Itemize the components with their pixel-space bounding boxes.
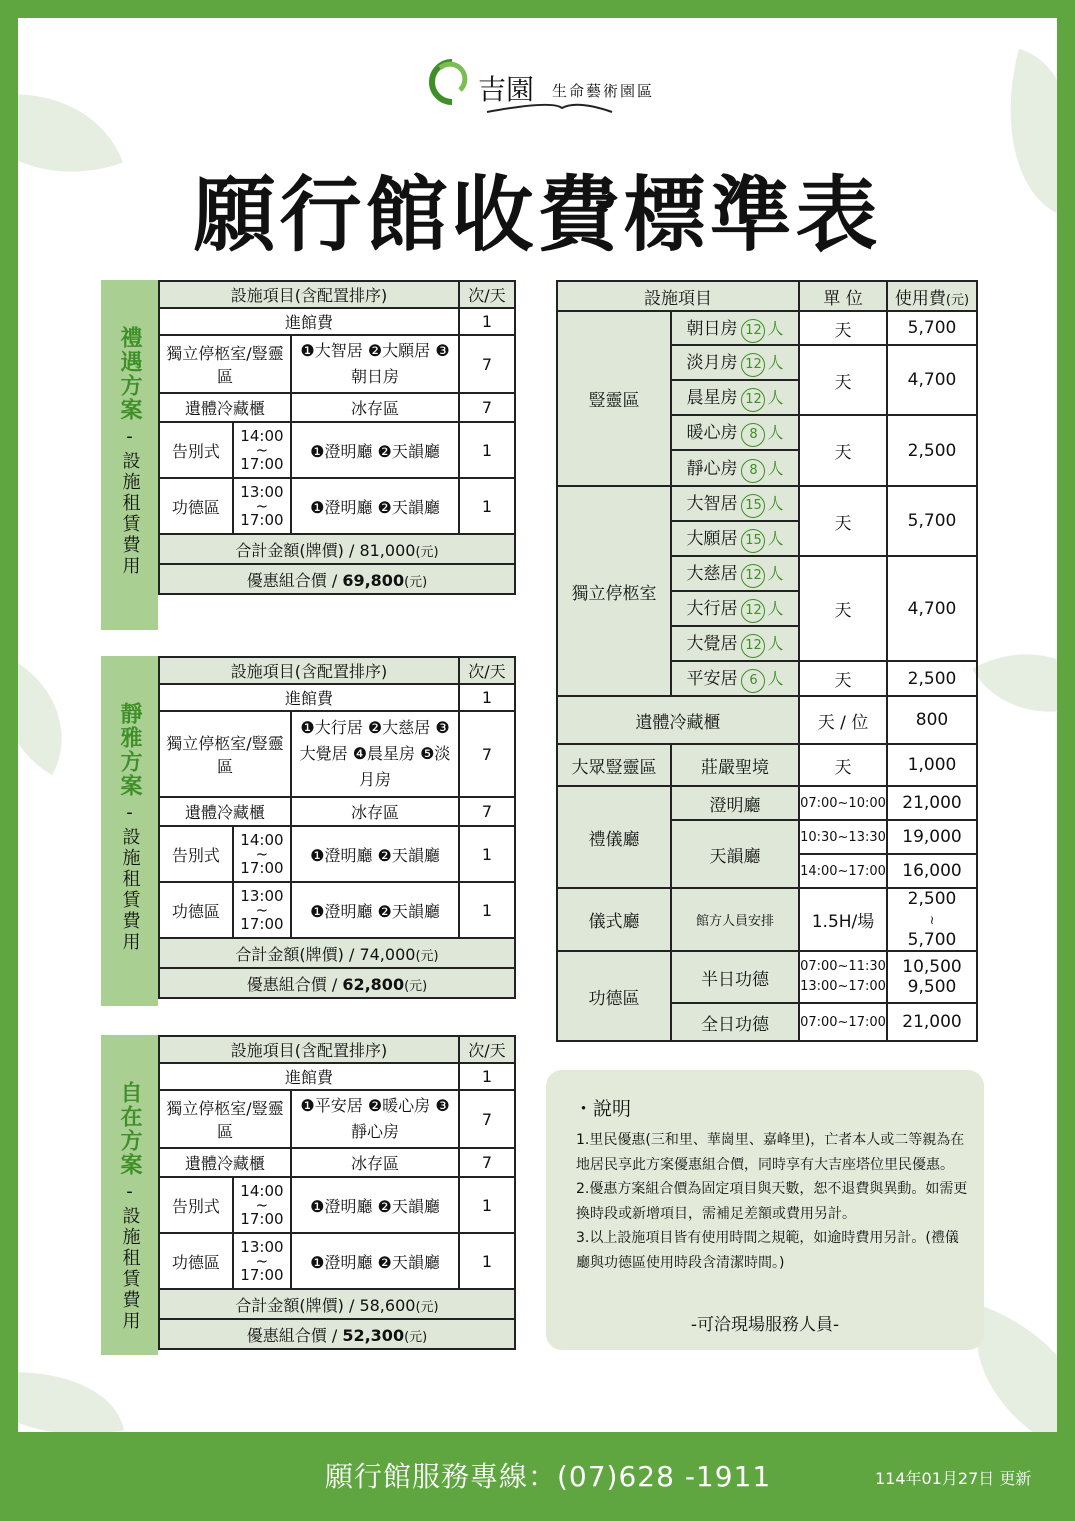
entry-fee-count: 1 xyxy=(459,684,515,711)
cold-label: 遺體冷藏櫃 xyxy=(557,696,799,744)
room-name: 大覺居 xyxy=(686,634,738,654)
farewell-time: 14:00 ~ 17:00 xyxy=(233,826,291,882)
capacity-unit: 人 xyxy=(767,529,784,548)
capacity-unit: 人 xyxy=(767,494,784,513)
discount-price: 優惠組合價 / 62,800(元) xyxy=(159,968,515,998)
discount-price: 優惠組合價 / 52,300(元) xyxy=(159,1319,515,1349)
capacity-badge: 12 xyxy=(741,388,765,412)
room-cell xyxy=(671,415,799,450)
time-slot: 07:00~10:00 xyxy=(799,786,887,820)
park-name: 生命藝術園區 xyxy=(552,82,655,100)
leaf-decoration xyxy=(18,661,92,775)
capacity-unit: 人 xyxy=(767,353,784,372)
capacity-unit: 人 xyxy=(767,423,784,442)
room-cell xyxy=(671,591,799,626)
farewell-halls: ❶澄明廳 ❷天韻廳 xyxy=(291,826,459,882)
capacity-badge: 12 xyxy=(741,564,765,588)
fee-header-item: 設施項目 xyxy=(557,281,799,311)
capacity-unit: 人 xyxy=(767,634,784,653)
capacity-badge: 12 xyxy=(741,634,765,658)
cold-count: 7 xyxy=(459,797,515,826)
capacity-badge: 8 xyxy=(741,423,765,447)
rite-arrange: 館方人員安排 xyxy=(671,888,799,951)
capacity-badge: 8 xyxy=(741,459,765,483)
hall-name: 天韻廳 xyxy=(671,820,799,888)
full-fee: 21,000 xyxy=(887,1003,977,1041)
time-slot: 10:30~13:30 xyxy=(799,820,887,854)
room-name: 暖心房 xyxy=(686,423,738,443)
capacity-badge: 12 xyxy=(741,599,765,623)
merit-time: 13:00 ~ 17:00 xyxy=(233,1233,291,1289)
price-cell: 2,500 xyxy=(887,661,977,696)
plan-subtitle: 設施租賃費用 xyxy=(119,451,141,577)
notes-footer: -可洽現場服務人員- xyxy=(690,1315,840,1335)
entry-fee-label: 進館費 xyxy=(159,308,459,335)
leaf-decoration xyxy=(18,1351,124,1432)
room-name: 淡月房 xyxy=(686,353,738,373)
room-cell xyxy=(671,521,799,556)
private-room-count: 7 xyxy=(459,335,515,393)
room-name: 大智居 xyxy=(686,494,738,514)
rite-fee: 2,500 ≀ 5,700 xyxy=(887,888,977,951)
leaf-decoration xyxy=(972,619,1057,747)
room-name: 平安居 xyxy=(686,669,738,689)
plan-block xyxy=(101,656,516,1006)
brand-name: 吉園 xyxy=(478,73,535,106)
merit-count: 1 xyxy=(459,478,515,534)
merit-halls: ❶澄明廳 ❷天韻廳 xyxy=(291,1233,459,1289)
half-fees: 10,500 9,500 xyxy=(887,951,977,1003)
farewell-label: 告別式 xyxy=(159,1177,233,1233)
capacity-unit: 人 xyxy=(767,599,784,618)
col-item-header: 設施項目(含配置排序) xyxy=(159,281,459,308)
unit-cell: 天 xyxy=(799,345,887,415)
farewell-halls: ❶澄明廳 ❷天韻廳 xyxy=(291,422,459,478)
private-room-count: 7 xyxy=(459,711,515,797)
col-item-header: 設施項目(含配置排序) xyxy=(159,657,459,684)
full-day: 全日功德 xyxy=(671,1003,799,1041)
notes-box xyxy=(546,1070,984,1350)
price-cell: 2,500 xyxy=(887,415,977,486)
room-cell xyxy=(671,380,799,415)
full-slot: 07:00~17:00 xyxy=(799,1003,887,1041)
price-cell: 5,700 xyxy=(887,311,977,345)
zone-private: 獨立停柩室 xyxy=(557,486,671,696)
cold-label: 遺體冷藏櫃 xyxy=(159,797,291,826)
private-room-label: 獨立停柩室/豎靈區 xyxy=(159,1090,291,1148)
cold-label: 遺體冷藏櫃 xyxy=(159,1148,291,1177)
room-cell xyxy=(671,450,799,486)
plan-name: 自在方案 xyxy=(117,1081,142,1177)
fee-table xyxy=(556,280,978,1042)
public-name: 莊嚴聖境 xyxy=(671,744,799,786)
capacity-badge: 15 xyxy=(741,529,765,553)
fee-header-unit: 單 位 xyxy=(799,281,887,311)
farewell-count: 1 xyxy=(459,422,515,478)
plan-subtitle: 設施租賃費用 xyxy=(119,827,141,953)
note-item: 3.以上設施項目皆有使用時間之規範，如逾時費用另計。(禮儀廳與功德區使用時段含清潔時間。) xyxy=(576,1230,959,1271)
col-count-header: 次/天 xyxy=(459,657,515,684)
discount-price: 優惠組合價 / 69,800(元) xyxy=(159,564,515,594)
private-room-label: 獨立停柩室/豎靈區 xyxy=(159,711,291,797)
total-price: 合計金額(牌價) / 74,000(元) xyxy=(159,938,515,968)
plan-block xyxy=(101,280,516,630)
capacity-badge: 12 xyxy=(741,319,765,343)
cold-count: 7 xyxy=(459,1148,515,1177)
room-name: 大願居 xyxy=(686,529,738,549)
capacity-badge: 12 xyxy=(741,353,765,377)
zone-spirit: 豎靈區 xyxy=(557,311,671,486)
capacity-unit: 人 xyxy=(767,669,784,688)
col-count-header: 次/天 xyxy=(459,1036,515,1063)
col-count-header: 次/天 xyxy=(459,281,515,308)
room-name: 大行居 xyxy=(686,599,738,619)
hall-fee: 19,000 xyxy=(887,820,977,854)
plan-dash: - xyxy=(126,1181,133,1202)
hall-name: 澄明廳 xyxy=(671,786,799,820)
capacity-unit: 人 xyxy=(767,388,784,407)
rite-unit: 1.5H/場 xyxy=(799,888,887,951)
plan-table xyxy=(158,656,516,999)
merit-label: 功德區 xyxy=(159,1233,233,1289)
capacity-unit: 人 xyxy=(767,458,784,478)
farewell-count: 1 xyxy=(459,1177,515,1233)
room-cell xyxy=(671,626,799,661)
capacity-unit: 人 xyxy=(767,318,784,338)
room-cell xyxy=(671,486,799,521)
capacity-badge: 6 xyxy=(741,669,765,693)
hotline: 願行館服務專線：(07)628 -1911 xyxy=(325,1460,772,1493)
plan-table xyxy=(158,1035,516,1350)
room-cell xyxy=(671,311,799,345)
cold-value: 冰存區 xyxy=(291,393,459,422)
total-price: 合計金額(牌價) / 58,600(元) xyxy=(159,1289,515,1319)
room-cell xyxy=(671,345,799,380)
private-room-count: 7 xyxy=(459,1090,515,1148)
half-day: 半日功德 xyxy=(671,951,799,1003)
cold-count: 7 xyxy=(459,393,515,422)
plan-table xyxy=(158,280,516,595)
public-label: 大眾豎靈區 xyxy=(557,744,671,786)
cold-label: 遺體冷藏櫃 xyxy=(159,393,291,422)
capacity-unit: 人 xyxy=(767,564,784,583)
private-room-items: ❶大行居 ❷大慈居 ❸大覺居 ❹晨星房 ❺淡月房 xyxy=(291,711,459,797)
half-slots: 07:00~11:30 13:00~17:00 xyxy=(799,951,887,1003)
farewell-time: 14:00 ~ 17:00 xyxy=(233,422,291,478)
unit-cell: 天 xyxy=(799,556,887,661)
cold-value: 冰存區 xyxy=(291,797,459,826)
merit-label: 功德區 xyxy=(159,882,233,938)
total-price: 合計金額(牌價) / 81,000(元) xyxy=(159,534,515,564)
plan-dash: - xyxy=(126,802,133,823)
plan-dash: - xyxy=(126,426,133,447)
room-name: 朝日房 xyxy=(686,318,738,339)
cold-fee: 800 xyxy=(887,696,977,744)
notes-body xyxy=(576,1128,971,1275)
note-item: 1.里民優惠(三和里、華崗里、嘉峰里)，亡者本人或二等親為在地居民享此方案優惠組合價，同時享有大吉座塔位里民優惠。 xyxy=(576,1132,965,1173)
page-title: 願行館收費標準表 xyxy=(193,168,882,263)
plan-subtitle: 設施租賃費用 xyxy=(119,1206,141,1332)
public-unit: 天 xyxy=(799,744,887,786)
unit-cell: 天 xyxy=(799,661,887,696)
farewell-time: 14:00 ~ 17:00 xyxy=(233,1177,291,1233)
entry-fee-label: 進館費 xyxy=(159,1063,459,1090)
merit-label: 功德區 xyxy=(159,478,233,534)
farewell-label: 告別式 xyxy=(159,422,233,478)
private-room-items: ❶平安居 ❷暖心房 ❸靜心房 xyxy=(291,1090,459,1148)
hall-fee: 21,000 xyxy=(887,786,977,820)
private-room-items: ❶大智居 ❷大願居 ❸朝日房 xyxy=(291,335,459,393)
entry-fee-count: 1 xyxy=(459,1063,515,1090)
plan-tab xyxy=(101,1035,158,1355)
public-fee: 1,000 xyxy=(887,744,977,786)
room-cell xyxy=(671,556,799,591)
plan-block xyxy=(101,1035,516,1355)
merit-halls: ❶澄明廳 ❷天韻廳 xyxy=(291,882,459,938)
entry-fee-count: 1 xyxy=(459,308,515,335)
unit-cell: 天 xyxy=(799,486,887,556)
merit-time: 13:00 ~ 17:00 xyxy=(233,478,291,534)
unit-cell: 天 xyxy=(799,311,887,345)
plan-name: 靜雅方案 xyxy=(117,702,142,798)
unit-cell: 天 xyxy=(799,415,887,486)
rite-label: 儀式廳 xyxy=(557,888,671,951)
price-cell: 5,700 xyxy=(887,486,977,556)
merit-label: 功德區 xyxy=(557,951,671,1041)
entry-fee-label: 進館費 xyxy=(159,684,459,711)
room-name: 晨星房 xyxy=(686,388,738,408)
plan-name: 禮遇方案 xyxy=(117,326,142,422)
private-room-label: 獨立停柩室/豎靈區 xyxy=(159,335,291,393)
room-name: 大慈居 xyxy=(686,564,738,584)
room-name: 靜心房 xyxy=(686,458,738,479)
cold-unit: 天 / 位 xyxy=(799,696,887,744)
update-date: 114年01月27日 更新 xyxy=(875,1469,1032,1488)
merit-count: 1 xyxy=(459,1233,515,1289)
merit-count: 1 xyxy=(459,882,515,938)
time-slot: 14:00~17:00 xyxy=(799,854,887,888)
col-item-header: 設施項目(含配置排序) xyxy=(159,1036,459,1063)
cold-value: 冰存區 xyxy=(291,1148,459,1177)
ceremony-label: 禮儀廳 xyxy=(557,786,671,888)
room-cell xyxy=(671,661,799,696)
capacity-badge: 15 xyxy=(741,494,765,518)
merit-time: 13:00 ~ 17:00 xyxy=(233,882,291,938)
note-item: 2.優惠方案組合價為固定項目與天數，恕不退費與異動。如需更換時段或新增項目，需補足差額或費用另計。 xyxy=(576,1181,968,1222)
notes-heading: ・說明 xyxy=(574,1098,632,1120)
price-cell: 4,700 xyxy=(887,345,977,415)
farewell-halls: ❶澄明廳 ❷天韻廳 xyxy=(291,1177,459,1233)
fee-header-fee: 使用費(元) xyxy=(887,281,977,311)
price-cell: 4,700 xyxy=(887,556,977,661)
farewell-count: 1 xyxy=(459,826,515,882)
farewell-label: 告別式 xyxy=(159,826,233,882)
hall-fee: 16,000 xyxy=(887,854,977,888)
plan-tab xyxy=(101,656,158,1006)
plan-tab xyxy=(101,280,158,630)
merit-halls: ❶澄明廳 ❷天韻廳 xyxy=(291,478,459,534)
